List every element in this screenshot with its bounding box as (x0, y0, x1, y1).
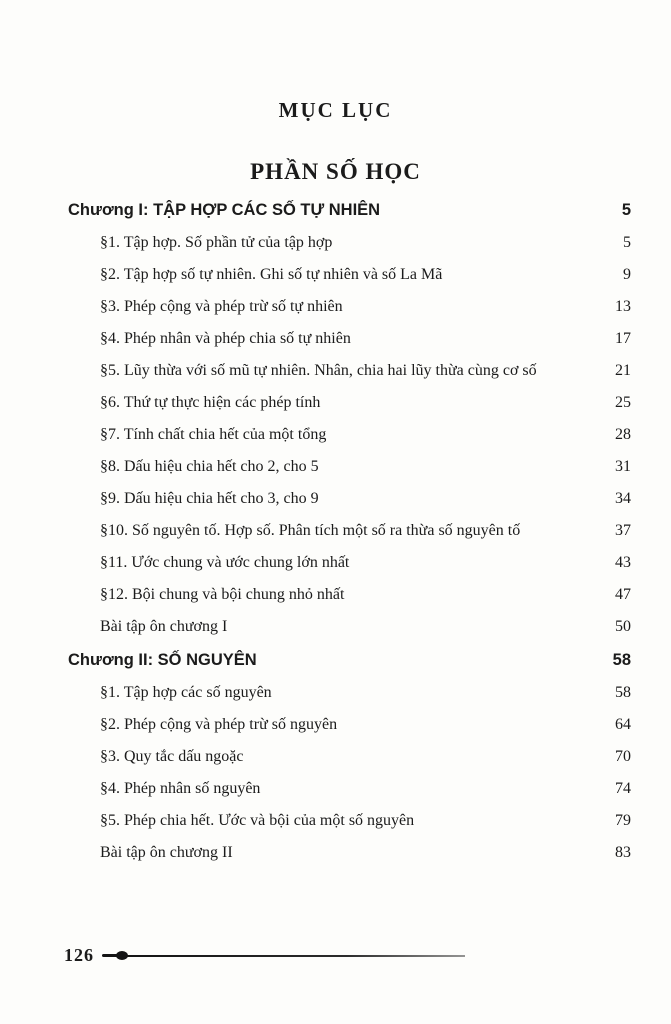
table-of-contents (68, 193, 631, 869)
entry-page-number: 70 (615, 748, 631, 765)
toc-entry-row (68, 355, 631, 387)
entry-page-number: 64 (615, 716, 631, 733)
entry-title: §6. Thứ tự thực hiện các phép tính (100, 394, 321, 411)
entry-page-number: 43 (615, 554, 631, 571)
entry-page-number: 28 (615, 426, 631, 443)
toc-entry-row (68, 515, 631, 547)
toc-entry-row (68, 291, 631, 323)
entry-title: §3. Quy tắc dấu ngoặc (100, 748, 244, 765)
entry-title: §8. Dấu hiệu chia hết cho 2, cho 5 (100, 458, 319, 475)
toc-entry-row (68, 259, 631, 291)
entry-page-number: 21 (615, 362, 631, 379)
toc-entry-row (68, 419, 631, 451)
entry-page-number: 74 (615, 780, 631, 797)
entry-title: §12. Bội chung và bội chung nhỏ nhất (100, 586, 345, 603)
entry-page-number: 83 (615, 844, 631, 861)
entry-page-number: 37 (615, 522, 631, 539)
entry-title: Bài tập ôn chương II (100, 844, 233, 861)
toc-title: MỤC LỤC (278, 98, 393, 122)
entry-title: §9. Dấu hiệu chia hết cho 3, cho 9 (100, 490, 319, 507)
toc-entry-row (68, 547, 631, 579)
chapter-page-number: 58 (612, 651, 631, 669)
entry-title: §4. Phép nhân số nguyên (100, 780, 261, 797)
toc-entry-row (68, 579, 631, 611)
chapter-heading-row (68, 193, 631, 227)
ornament-long-line (127, 955, 465, 957)
chapter-page-number: 5 (621, 201, 631, 219)
entry-title: §3. Phép cộng và phép trừ số tự nhiên (100, 298, 343, 315)
toc-entry-row (68, 387, 631, 419)
entry-page-number: 58 (615, 684, 631, 701)
toc-entry-row (68, 677, 631, 709)
entry-page-number: 17 (615, 330, 631, 347)
entry-title: §11. Ước chung và ước chung lớn nhất (100, 554, 350, 571)
entry-page-number: 13 (615, 298, 631, 315)
entry-title: §2. Phép cộng và phép trừ số nguyên (100, 716, 338, 733)
footer-line-ornament-icon (102, 951, 465, 960)
entry-title: §1. Tập hợp các số nguyên (100, 684, 272, 701)
entry-page-number: 9 (623, 266, 631, 283)
toc-entry-row (68, 805, 631, 837)
entry-title: §5. Phép chia hết. Ước và bội của một số nguyên (100, 812, 415, 829)
entry-page-number: 31 (615, 458, 631, 475)
toc-entry-row (68, 451, 631, 483)
chapter-heading-row (68, 643, 631, 677)
toc-entry-row (68, 483, 631, 515)
entry-title: Bài tập ôn chương I (100, 618, 228, 635)
entry-page-number: 50 (615, 618, 631, 635)
toc-entry-row (68, 323, 631, 355)
toc-entry-row (68, 611, 631, 643)
entry-page-number: 34 (615, 490, 631, 507)
chapter-title: Chương I: TẬP HỢP CÁC SỐ TỰ NHIÊN (68, 201, 381, 219)
toc-entry-row (68, 837, 631, 869)
toc-entry-row (68, 741, 631, 773)
page-footer (64, 945, 465, 966)
toc-entry-row (68, 227, 631, 259)
footer-page-number: 126 (64, 945, 94, 965)
part-title: PHẦN SỐ HỌC (250, 159, 421, 184)
entry-title: §5. Lũy thừa với số mũ tự nhiên. Nhân, chia hai lũy thừa cùng cơ số (100, 362, 537, 379)
entry-title: §1. Tập hợp. Số phần tử của tập hợp (100, 234, 333, 251)
entry-title: §10. Số nguyên tố. Hợp số. Phân tích một số ra thừa số nguyên tố (100, 522, 521, 539)
entry-title: §2. Tập hợp số tự nhiên. Ghi số tự nhiên và số La Mã (100, 266, 443, 283)
entry-title: §4. Phép nhân và phép chia số tự nhiên (100, 330, 351, 347)
toc-entry-row (68, 773, 631, 805)
entry-page-number: 79 (615, 812, 631, 829)
entry-page-number: 5 (623, 234, 631, 251)
entry-title: §7. Tính chất chia hết của một tổng (100, 426, 327, 443)
chapter-title: Chương II: SỐ NGUYÊN (68, 651, 257, 669)
entry-page-number: 25 (615, 394, 631, 411)
toc-entry-row (68, 709, 631, 741)
entry-page-number: 47 (615, 586, 631, 603)
